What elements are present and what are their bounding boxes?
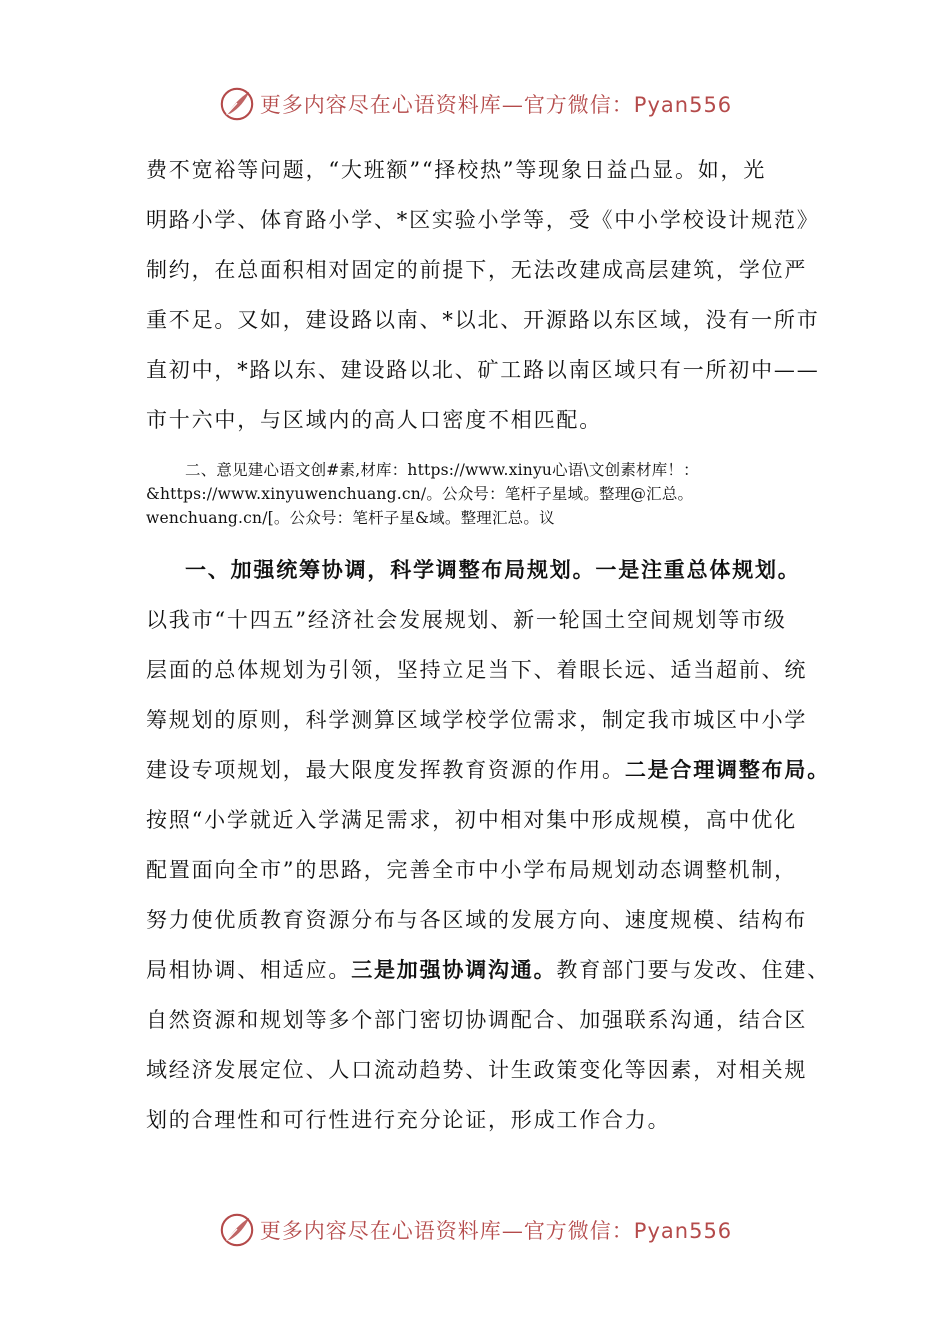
- body-line: 重不足。又如，建设路以南、*以北、开源路以东区域，没有一所市: [146, 308, 820, 332]
- body-line: 按照“小学就近入学满足需求，初中相对集中形成规模，高中优化: [146, 808, 797, 832]
- body-line: 明路小学、体育路小学、*区实验小学等，受《中小学校设计规范》: [146, 208, 820, 232]
- body-line: 市十六中，与区域内的高人口密度不相匹配。: [146, 408, 602, 432]
- subheading-inline: 二是合理调整布局。: [624, 757, 831, 782]
- body-line: 配置面向全市”的思路，完善全市中小学布局规划动态调整机制，: [146, 858, 797, 882]
- body-line: 以我市“十四五”经济社会发展规划、新一轮国土空间规划等市级: [146, 608, 787, 632]
- body-line: 建设专项规划，最大限度发挥教育资源的作用。二是合理调整布局。: [146, 757, 831, 782]
- body-line: 域经济发展定位、人口流动趋势、计生政策变化等因素，对相关规: [146, 1058, 808, 1082]
- body-line: 层面的总体规划为引领，坚持立足当下、着眼长远、适当超前、统: [146, 658, 808, 682]
- footer-watermark-text: 更多内容尽在心语资料库—官方微信：Pyan556: [259, 1219, 733, 1243]
- body-line: 直初中，*路以东、建设路以北、矿工路以南区域只有一所初中——: [146, 358, 820, 382]
- body-line: 划的合理性和可行性进行充分论证，形成工作合力。: [146, 1108, 671, 1132]
- feather-pen-logo-icon: [218, 1211, 256, 1249]
- body-line: 努力使优质教育资源分布与各区域的发展方向、速度规模、结构布: [146, 908, 808, 932]
- body-line: 局相协调、相适应。三是加强协调沟通。教育部门要与发改、住建、: [146, 957, 831, 982]
- body-line: 筹规划的原则，科学测算区域学校学位需求，制定我市城区中小学: [146, 708, 808, 732]
- feather-pen-logo-icon: [218, 85, 256, 123]
- footer-watermark: [0, 1210, 950, 1250]
- junk-text-line: 二、意见建心语文创#素,材库：https://www.xinyu心语\文创素材库！：: [185, 461, 699, 479]
- junk-text-line: &https://www.xinyuwenchuang.cn/。公众号：笔杆子星域。整理@汇总。: [146, 485, 694, 503]
- header-watermark-text: 更多内容尽在心语资料库—官方微信：Pyan556: [259, 93, 733, 117]
- body-line: 自然资源和规划等多个部门密切协调配合、加强联系沟通，结合区: [146, 1008, 808, 1032]
- section-heading: 一、加强统筹协调，科学调整布局规划。一是注重总体规划。: [185, 557, 801, 582]
- body-line: 费不宽裕等问题，“大班额”“择校热”等现象日益凸显。如，光: [146, 158, 767, 182]
- body-line: 制约，在总面积相对固定的前提下，无法改建成高层建筑，学位严: [146, 258, 808, 282]
- header-watermark: [0, 84, 950, 124]
- junk-text-line: wenchuang.cn/[。公众号：笔杆子星&域。整理汇总。议: [146, 509, 555, 527]
- subheading-inline: 三是加强协调沟通。: [351, 957, 557, 982]
